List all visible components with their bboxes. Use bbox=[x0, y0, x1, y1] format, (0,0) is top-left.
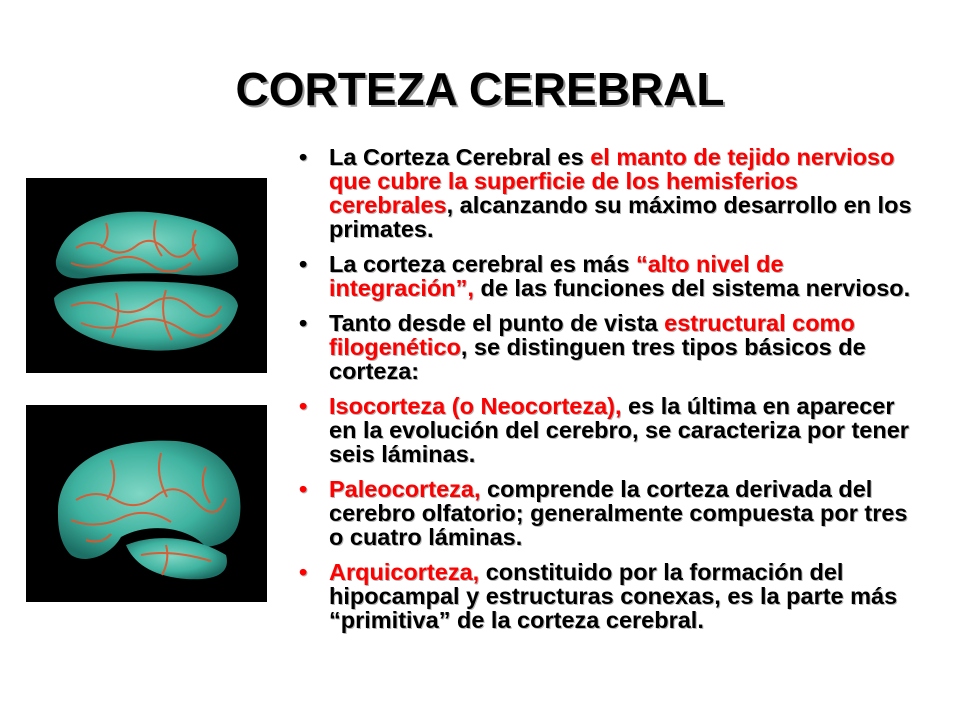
bullet-highlight-text: Isocorteza (o Neocorteza), bbox=[329, 393, 629, 419]
bullet-dot-icon: • bbox=[299, 251, 308, 277]
bullet-item bbox=[293, 560, 913, 632]
bullet-dot-icon: • bbox=[299, 559, 308, 585]
cortex-lateral-image bbox=[26, 178, 267, 373]
bullet-text: de las funciones del sistema nervioso. bbox=[480, 275, 911, 301]
cortex-oblique-illustration bbox=[26, 405, 267, 602]
bullet-item bbox=[293, 477, 913, 549]
bullet-dot-icon: • bbox=[299, 310, 308, 336]
bullet-text: , alcanzando su máximo desarrollo en los primates. bbox=[329, 192, 912, 242]
bullet-text: constituido por la formación del hipocampal y estructuras conexas, es la parte más “primitiva” de la corteza cerebral. bbox=[329, 559, 898, 633]
bullet-text: comprende la corteza derivada del cerebro olfatorio; generalmente compuesta por tres o cuatro láminas. bbox=[329, 476, 908, 550]
cortex-lateral-illustration bbox=[26, 178, 267, 373]
bullet-list bbox=[293, 145, 913, 643]
bullet-highlight-text: el manto de tejido nervioso que cubre la superficie de los hemisferios cerebrales bbox=[329, 144, 895, 218]
bullet-highlight-text: Paleocorteza, bbox=[329, 476, 488, 502]
bullet-text: La Corteza Cerebral es bbox=[329, 144, 591, 170]
bullet-dot-icon: • bbox=[299, 144, 308, 170]
slide-title: CORTEZA CEREBRAL bbox=[235, 63, 725, 115]
bullet-highlight-text: Arquicorteza, bbox=[329, 559, 486, 585]
cortex-oblique-image bbox=[26, 405, 267, 602]
bullet-highlight-text: estructural como filogenético bbox=[329, 310, 855, 360]
bullet-item bbox=[293, 394, 913, 466]
bullet-item bbox=[293, 145, 913, 241]
bullet-text: La corteza cerebral es más bbox=[329, 251, 636, 277]
bullet-item bbox=[293, 311, 913, 383]
bullet-dot-icon: • bbox=[299, 393, 308, 419]
bullet-highlight-text: “alto nivel de integración”, bbox=[329, 251, 784, 301]
bullet-dot-icon: • bbox=[299, 476, 308, 502]
bullet-item bbox=[293, 252, 913, 300]
bullet-text: Tanto desde el punto de vista bbox=[329, 310, 665, 336]
bullet-text: es la última en aparecer en la evolución del cerebro, se caracteriza por tener seis láminas. bbox=[329, 393, 909, 467]
bullet-text: , se distinguen tres tipos básicos de corteza: bbox=[329, 334, 866, 384]
